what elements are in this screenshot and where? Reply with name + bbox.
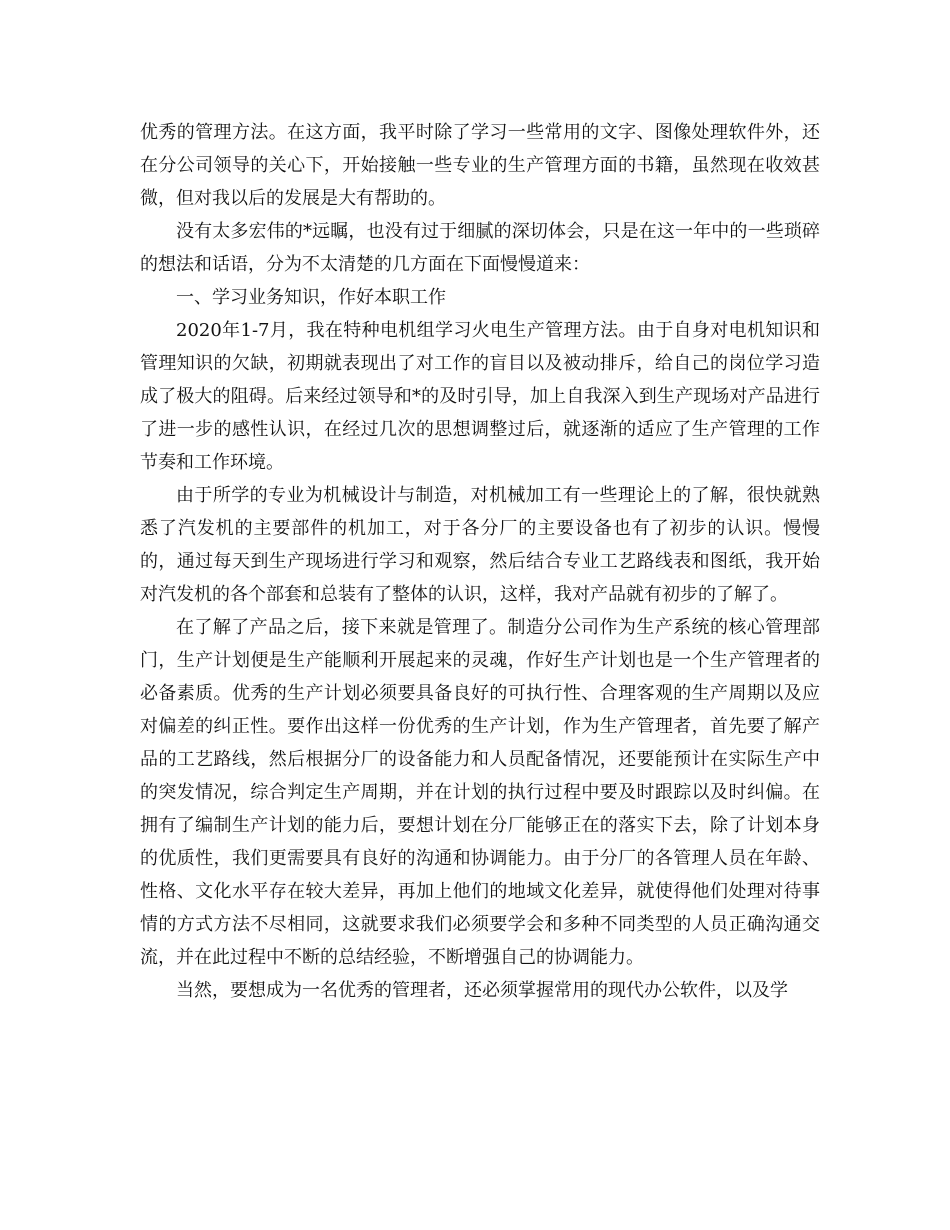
paragraph-6: 当然，要想成为一名优秀的管理者，还必须掌握常用的现代办公软件，以及学 bbox=[176, 980, 788, 1001]
paragraph-4: 由于所学的专业为机械设计与制造，对机械加工有一些理论上的了解，很快就熟悉了汽发机的主要部件的机加工，对于各分厂的主要设备也有了初步的认识。慢慢的，通过每天到生产现场进行学习和观察，然后结合专业工艺路线表和图纸，我开始对汽发机的各个部套和总装有了整体的认识，这样，我对产品就有初步的了解了。 bbox=[140, 485, 820, 605]
section-heading: 一、学习业务知识，作好本职工作 bbox=[176, 287, 446, 308]
paragraph-3: 2020年1-7月，我在特种电机组学习火电生产管理方法。由于自身对电机知识和管理知识的欠缺，初期就表现出了对工作的盲目以及被动排斥，给自己的岗位学习造成了极大的阻碍。后来经过领导和*的及时引导，加上自我深入到生产现场对产品进行了进一步的感性认识，在经过几次的思想调整过后，就逐渐的适应了生产管理的工作节奏和工作环境。 bbox=[140, 320, 820, 473]
paragraph-2: 没有太多宏伟的*远瞩，也没有过于细腻的深切体会，只是在这一年中的一些琐碎的想法和话语，分为不太清楚的几方面在下面慢慢道来： bbox=[140, 221, 820, 275]
paragraph-5: 在了解了产品之后，接下来就是管理了。制造分公司作为生产系统的核心管理部门，生产计划便是生产能顺利开展起来的灵魂，作好生产计划也是一个生产管理者的必备素质。优秀的生产计划必须要具备良好的可执行性、合理客观的生产周期以及应对偏差的纠正性。要作出这样一份优秀的生产计划，作为生产管理者，首先要了解产品的工艺路线，然后根据分厂的设备能力和人员配备情况，还要能预计在实际生产中的突发情况，综合判定生产周期，并在计划的执行过程中要及时跟踪以及时纠偏。在拥有了编制生产计划的能力后，要想计划在分厂能够正在的落实下去，除了计划本身的优质性，我们更需要具有良好的沟通和协调能力。由于分厂的各管理人员在年龄、性格、文化水平存在较大差异，再加上他们的地域文化差异，就使得他们处理对待事情的方式方法不尽相同，这就要求我们必须要学会和多种不同类型的人员正确沟通交流，并在此过程中不断的总结经验，不断增强自己的协调能力。 bbox=[140, 617, 820, 968]
paragraph-1: 优秀的管理方法。在这方面，我平时除了学习一些常用的文字、图像处理软件外，还在分公司领导的关心下，开始接触一些专业的生产管理方面的书籍，虽然现在收效甚微，但对我以后的发展是大有帮助的。 bbox=[140, 122, 820, 209]
document-body bbox=[140, 116, 820, 1007]
